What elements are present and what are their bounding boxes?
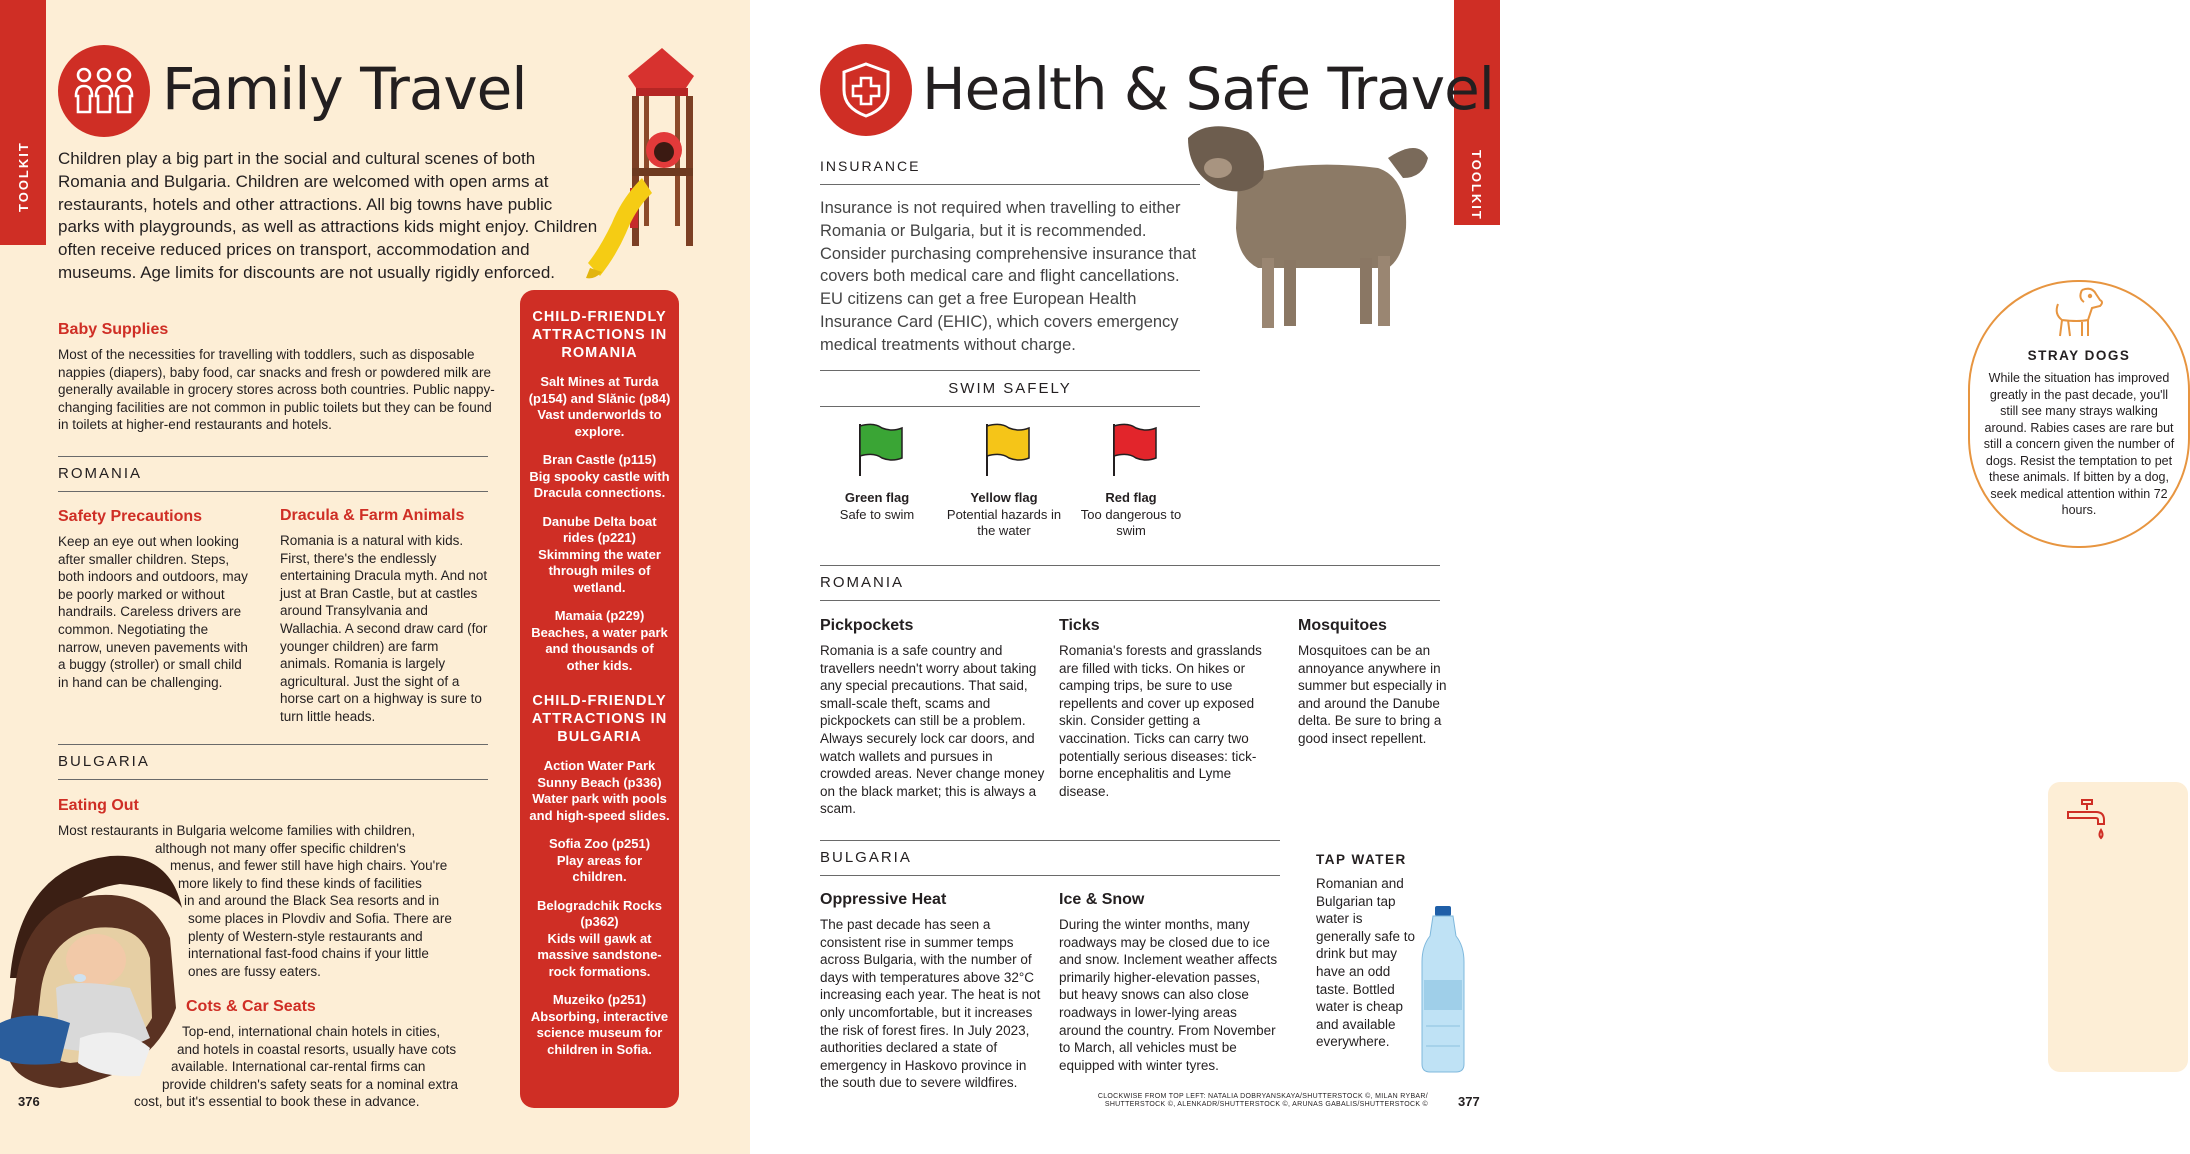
romania-label: ROMANIA: [820, 574, 905, 591]
flag-title: Red flag: [1105, 490, 1157, 505]
baby-car-seat-photo: [0, 848, 190, 1098]
dog-icon: [2048, 284, 2110, 340]
bulgaria-attractions-heading: CHILD-FRIENDLY ATTRACTIONS IN BULGARIA: [531, 693, 668, 745]
text-line: provide children's safety seats for a nominal extra: [162, 1076, 458, 1092]
divider: [58, 491, 488, 492]
bulgaria-label: BULGARIA: [820, 849, 912, 866]
red-flag-item: [1066, 490, 1196, 540]
yellow-flag-icon: [983, 422, 1031, 478]
dracula-text: Romania is a natural with kids. First, there's the endlessly entertaining Dracula myth. And not just at Bran Castle, but at castles around Transylvania and Wallachia. A second draw card (for younger children) are farm animals. Romania is largely agricultural. Just the sight of a horse cart on a highway is sure to turn little heads.: [280, 533, 488, 724]
attraction-desc: Kids will gawk at massive sandstone-rock formations.: [537, 930, 662, 979]
divider: [820, 840, 1280, 841]
stray-dog-photo: [1178, 118, 1438, 348]
attraction-desc: Play areas for children.: [556, 852, 643, 884]
text-line: Most restaurants in Bulgaria welcome families with children,: [58, 823, 416, 838]
page-number: 376: [18, 1094, 40, 1109]
green-flag-icon: [856, 422, 904, 478]
attraction-desc: Skimming the water through miles of wetland.: [538, 546, 661, 595]
attraction-desc: Beaches, a water park and thousands of other kids.: [531, 624, 668, 673]
attraction-name: Action Water Park Sunny Beach (p336): [537, 758, 662, 790]
family-icon: [58, 45, 150, 137]
insurance-text: Insurance is not required when travelling to either Romania or Bulgaria, but it is recommended. Consider purchasing comprehensive insurance that covers both medical care and flight cancellations. EU citizens can get a free European Health Insurance Card (EHIC), which covers emergency medical treatments without charge.: [820, 199, 1197, 354]
divider: [820, 184, 1200, 185]
heat-text: The past decade has seen a consistent rise in summer temps across Bulgaria, with the number of days with temperatures above 32°C increasing each year. The heat is not only uncomfortable, but it increases the risk of forest fires. In July 2023, authorities declared a state of emergency in Haskovo province in the south due to severe wildfires.: [820, 917, 1041, 1091]
divider: [820, 406, 1200, 407]
flag-desc: Potential hazards in the water: [946, 506, 1062, 538]
divider: [820, 370, 1200, 371]
divider: [820, 600, 1440, 601]
attraction-name: Salt Mines at Turda (p154) and Slănic (p84): [528, 374, 671, 406]
page-number: 377: [1458, 1094, 1480, 1109]
mosquitoes-heading: Mosquitoes: [1298, 617, 1387, 634]
romania-label: ROMANIA: [58, 465, 143, 482]
eating-out-heading: Eating Out: [58, 797, 139, 814]
tap-water-text: Romanian and Bulgarian tap water is generally safe to drink but may have an odd taste. Bottled water is cheap and available everywhere.: [1316, 876, 1416, 1050]
divider: [58, 779, 488, 780]
left-page: [0, 0, 750, 1154]
text-line: cost, but it's essential to book these in advance.: [134, 1094, 420, 1110]
snow-heading: Ice & Snow: [1059, 891, 1145, 908]
attraction-item: [528, 374, 671, 440]
photo-credits: CLOCKWISE FROM TOP LEFT: NATALIA DOBRYANSKAYA/SHUTTERSTOCK ©, MILAN RYBAR/ SHUTTERSTOCK ©, ALENKADR/SHUTTERSTOCK ©, ARUNAS GABALIS/SHUTTERSTOCK ©: [1097, 1093, 1428, 1109]
ticks-text: Romania's forests and grasslands are filled with ticks. On hikes or camping trips, be sure to use repellents and cover up exposed skin. Consider getting a vaccination. Ticks can carry two potentially serious diseases: tick-borne encephalitis and Lyme disease.: [1059, 643, 1262, 799]
right-page: [750, 0, 2175, 1154]
pickpockets-heading: Pickpockets: [820, 617, 914, 634]
stray-dogs-text: While the situation has improved greatly in the past decade, you'll still see many strays walking around. Rabies cases are rare but still a concern given the number of dogs. Resist the temptation to pet these animals. If bitten by a dog, seek medical attention within 72 hours.: [1983, 371, 2175, 517]
text-line: available. International car-rental firms can: [171, 1059, 426, 1075]
attraction-item: [528, 898, 671, 981]
attraction-desc: Absorbing, interactive science museum for children in Sofia.: [530, 1008, 669, 1057]
attraction-desc: Water park with pools and high-speed slides.: [529, 791, 670, 823]
page-title: Health & Safe Travel: [922, 55, 1494, 123]
pickpockets-text: Romania is a safe country and travellers needn't worry about taking any special precautions. That said, small-scale theft, scams and pickpockets can still be a problem. Always securely lock car doors, and watch wallets and pursues in crowded areas. Never change money on the black market; this is always a scam.: [820, 643, 1045, 817]
toolkit-tab: [0, 0, 46, 245]
tap-water-heading: TAP WATER: [1316, 852, 1407, 867]
baby-supplies-text: Most of the necessities for travelling with toddlers, such as disposable nappies (diapers), baby food, car snacks and fresh or powdered milk are generally available in grocery stores across both countries. Public nappy-changing facilities are not common in public toilets but they can be found in toilets at higher-end restaurants and hotels.: [58, 347, 495, 433]
text-line: ones are fussy eaters.: [188, 963, 321, 979]
playground-photo: [582, 48, 722, 288]
safety-heading: Safety Precautions: [58, 508, 203, 525]
divider: [820, 875, 1280, 876]
toolkit-tab-label: TOOLKIT: [1469, 150, 1484, 221]
attraction-name: Bran Castle (p115): [542, 452, 657, 467]
bulgaria-label: BULGARIA: [58, 753, 150, 770]
water-bottle-photo: [1418, 906, 1468, 1074]
dracula-heading: Dracula & Farm Animals: [280, 507, 465, 524]
flag-title: Yellow flag: [970, 490, 1038, 505]
attraction-desc: Big spooky castle with Dracula connections.: [529, 468, 670, 500]
text-line: Top-end, international chain hotels in cities,: [182, 1024, 441, 1039]
flag-desc: Too dangerous to swim: [1080, 506, 1182, 538]
attraction-item: [528, 608, 671, 674]
divider: [820, 565, 1440, 566]
page-title: Family Travel: [162, 55, 527, 123]
attraction-name: Belogradchik Rocks (p362): [537, 897, 662, 929]
attraction-item: [528, 758, 671, 824]
attraction-item: [528, 992, 671, 1058]
intro-text: Children play a big part in the social and cultural scenes of both Romania and Bulgaria. Children are welcomed with open arms at restaurants, hotels and other attractions. All big towns have public parks with playgrounds, as well as attractions kids might enjoy. Children often receive reduced prices on transport, accommodation and museums. Age limits for discounts are not usually rigidly enforced.: [58, 149, 598, 282]
baby-supplies-heading: Baby Supplies: [58, 321, 169, 338]
text-line: plenty of Western-style restaurants and: [188, 928, 423, 944]
snow-text: During the winter months, many roadways may be closed due to ice and snow. Inclement weather affects primarily higher-elevation passes, but heavy snows can also close roadways in lower-lying areas around the country. From November to March, all vehicles must be equipped with winter tyres.: [1059, 917, 1278, 1073]
cots-heading: Cots & Car Seats: [186, 998, 316, 1015]
divider: [58, 744, 488, 745]
text-line: although not many offer specific children's: [155, 840, 406, 856]
text-line: international fast-food chains if your little: [188, 946, 429, 962]
mosquitoes-text: Mosquitoes can be an annoyance anywhere in summer but especially in and around the Danube delta. Be sure to bring a good insect repellent.: [1298, 643, 1447, 746]
attraction-item: [528, 514, 671, 597]
safety-text: Keep an eye out when looking after smaller children. Steps, both indoors and outdoors, may be poorly marked or without handrails. Careless drivers are common. Negotiating the narrow, uneven pavements with a buggy (stroller) or small child in hand can be challenging.: [58, 534, 248, 690]
attraction-name: Mamaia (p229): [554, 608, 645, 623]
attraction-item: [528, 452, 671, 502]
stray-dogs-heading: STRAY DOGS: [2027, 348, 2131, 363]
attraction-name: Muzeiko (p251): [552, 992, 647, 1007]
divider: [58, 456, 488, 457]
toolkit-tab-label: TOOLKIT: [16, 141, 31, 212]
text-line: in and around the Black Sea resorts and in: [184, 893, 440, 909]
child-friendly-attractions-box: [520, 290, 679, 1108]
heat-heading: Oppressive Heat: [820, 891, 947, 908]
green-flag-item: [812, 490, 942, 523]
ticks-heading: Ticks: [1059, 617, 1100, 634]
health-shield-icon: [820, 44, 912, 136]
text-line: some places in Plovdiv and Sofia. There are: [188, 910, 452, 926]
yellow-flag-item: [939, 490, 1069, 540]
attraction-name: Sofia Zoo (p251): [548, 836, 651, 851]
tap-icon: [2066, 798, 2110, 844]
text-line: menus, and fewer still have high chairs. You're: [170, 858, 448, 874]
text-line: and hotels in coastal resorts, usually have cots: [177, 1041, 457, 1057]
flag-title: Green flag: [844, 490, 910, 505]
flag-desc: Safe to swim: [839, 506, 915, 522]
attraction-name: Danube Delta boat rides (p221): [542, 513, 657, 545]
romania-attractions-heading: CHILD-FRIENDLY ATTRACTIONS IN ROMANIA: [531, 309, 668, 361]
red-flag-icon: [1110, 422, 1158, 478]
swim-safely-label: SWIM SAFELY: [948, 380, 1072, 397]
attraction-item: [528, 836, 671, 886]
attraction-desc: Vast underworlds to explore.: [537, 407, 662, 439]
insurance-label: INSURANCE: [820, 158, 921, 174]
text-line: more likely to find these kinds of facilities: [178, 875, 422, 891]
